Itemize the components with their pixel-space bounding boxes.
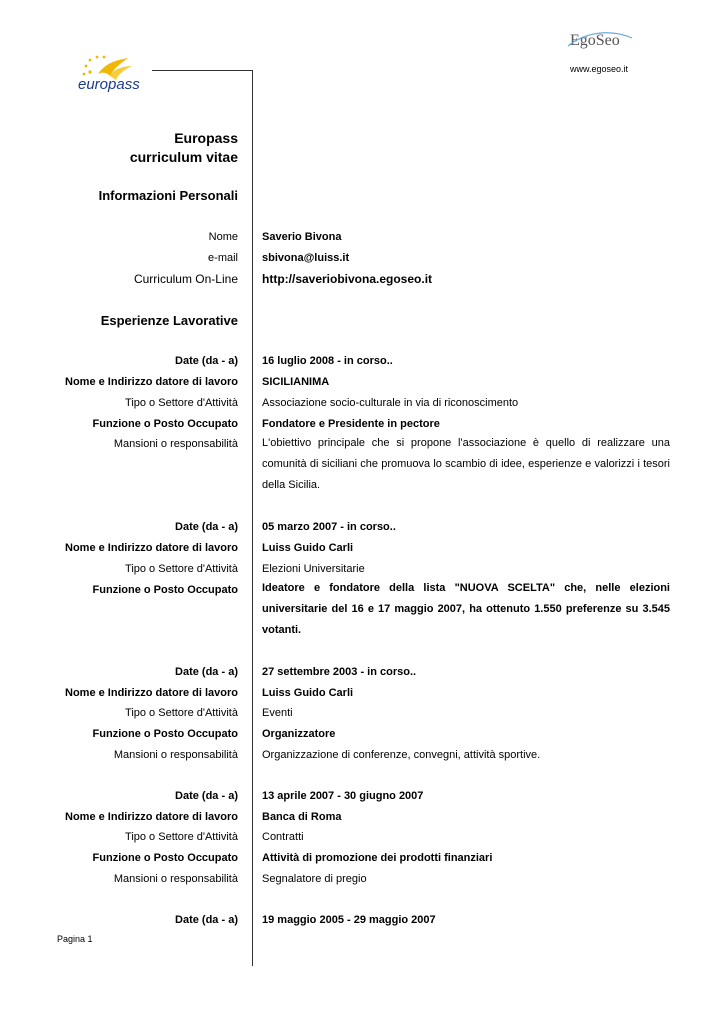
- cv-title-line2: curriculum vitae: [129, 149, 238, 165]
- personal-value-cv-online[interactable]: http://saveriobivona.egoseo.it: [262, 272, 433, 286]
- exp3-position: Organizzatore: [262, 728, 336, 740]
- personal-value-name: Saverio Bivona: [262, 231, 342, 243]
- exp3-sector: Eventi: [262, 707, 293, 719]
- exp3-label-duties: Mansioni o responsabilità: [113, 749, 238, 761]
- exp4-label-dates: Date (da - a): [175, 790, 238, 802]
- column-divider: [252, 70, 253, 966]
- exp5-label-dates: Date (da - a): [175, 914, 238, 926]
- header-divider: [152, 70, 252, 71]
- egoseo-link[interactable]: www.egoseo.it: [570, 64, 629, 74]
- exp1-dates: 16 luglio 2008 - in corso..: [262, 355, 393, 367]
- exp4-sector: Contratti: [262, 831, 304, 843]
- exp4-position: Attività di promozione dei prodotti finanziari: [262, 852, 493, 864]
- exp2-label-position: Funzione o Posto Occupato: [92, 584, 238, 596]
- exp1-position: Fondatore e Presidente in pectore: [262, 418, 440, 430]
- personal-info-heading: Informazioni Personali: [98, 188, 238, 203]
- exp3-dates: 27 settembre 2003 - in corso..: [262, 666, 417, 678]
- exp2-label-sector: Tipo o Settore d'Attività: [125, 563, 238, 575]
- exp1-label-dates: Date (da - a): [175, 355, 238, 367]
- exp4-duties: Segnalatore di pregio: [262, 873, 367, 885]
- exp1-label-duties: Mansioni o responsabilità: [113, 438, 238, 450]
- exp2-employer: Luiss Guido Carli: [262, 542, 354, 554]
- exp1-label-sector: Tipo o Settore d'Attività: [125, 397, 238, 409]
- exp4-label-employer: Nome e Indirizzo datore di lavoro: [65, 811, 238, 823]
- exp4-label-sector: Tipo o Settore d'Attività: [125, 831, 238, 843]
- exp1-sector: Associazione socio-culturale in via di riconoscimento: [262, 397, 519, 409]
- exp4-label-position: Funzione o Posto Occupato: [92, 852, 238, 864]
- personal-value-email[interactable]: sbivona@luiss.it: [262, 252, 350, 264]
- exp3-employer: Luiss Guido Carli: [262, 687, 354, 699]
- egoseo-swoosh-icon: [564, 28, 636, 50]
- exp3-label-dates: Date (da - a): [175, 666, 238, 678]
- personal-label-email: e-mail: [208, 252, 238, 264]
- page-number: Pagina 1: [57, 934, 93, 944]
- personal-label-cv-online: Curriculum On-Line: [133, 272, 238, 286]
- exp2-dates: 05 marzo 2007 - in corso..: [262, 521, 396, 533]
- exp4-dates: 13 aprile 2007 - 30 giugno 2007: [262, 790, 424, 802]
- personal-label-name: Nome: [208, 231, 238, 243]
- exp2-sector: Elezioni Universitarie: [262, 563, 365, 575]
- exp2-position: Ideatore e fondatore della lista "NUOVA SCELTA" che, nelle elezioni universitarie del 16 e 17 maggio 2007, ha ottenuto 1.550 preferenze su 3.545 votanti.: [262, 582, 670, 636]
- cv-title-line1: Europass: [174, 130, 238, 146]
- europass-logo: [76, 52, 156, 100]
- europass-logo-text: europass: [78, 76, 140, 93]
- egoseo-logo: [570, 32, 620, 50]
- exp4-employer: Banca di Roma: [262, 811, 342, 823]
- exp2-label-dates: Date (da - a): [175, 521, 238, 533]
- exp1-label-position: Funzione o Posto Occupato: [92, 418, 238, 430]
- exp3-duties: Organizzazione di conferenze, convegni, attività sportive.: [262, 749, 541, 761]
- exp4-label-duties: Mansioni o responsabilità: [113, 873, 238, 885]
- egoseo-logo-text: EgoSeo: [570, 32, 620, 49]
- experience-heading: Esperienze Lavorative: [100, 313, 238, 328]
- exp1-duties: L'obiettivo principale che si propone l'associazione è quello di realizzare una comunità di siciliani che promuova lo scambio di idee, esperienze e valorizzi i tesori della Sicilia.: [262, 437, 670, 491]
- exp2-label-employer: Nome e Indirizzo datore di lavoro: [65, 542, 238, 554]
- exp3-label-position: Funzione o Posto Occupato: [92, 728, 238, 740]
- exp3-label-sector: Tipo o Settore d'Attività: [125, 707, 238, 719]
- exp1-employer: SICILIANIMA: [262, 376, 330, 388]
- exp3-label-employer: Nome e Indirizzo datore di lavoro: [65, 687, 238, 699]
- exp1-label-employer: Nome e Indirizzo datore di lavoro: [65, 376, 238, 388]
- exp5-dates: 19 maggio 2005 - 29 maggio 2007: [262, 914, 436, 926]
